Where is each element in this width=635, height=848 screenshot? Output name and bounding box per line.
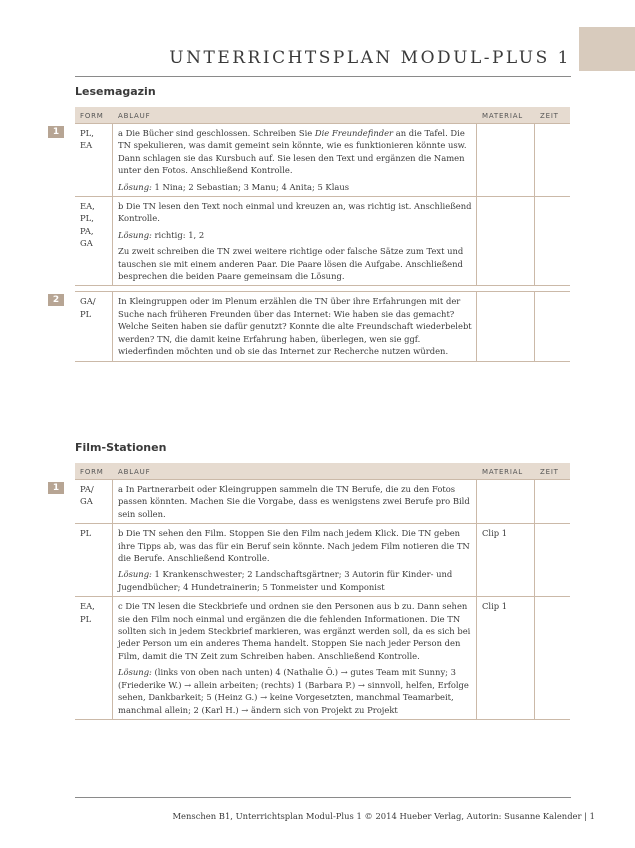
table-row <box>75 524 570 597</box>
col-zeit: ZEIT <box>540 112 559 120</box>
italic-text: Lösung: <box>118 229 152 240</box>
material-cell <box>477 197 535 285</box>
text: b Die TN sehen den Film. Stoppen Sie den Film nach jedem Klick. Die TN geben ihre Tipps ab, was das für ein Beruf sein könnte. Nach jedem Film notieren die TN die Berufe. Anschließend Kontrolle. <box>118 528 470 564</box>
task-number-badge: 2 <box>48 294 64 306</box>
text: a Die Bücher sind geschlossen. Schreiben Sie <box>118 128 315 138</box>
ablauf-paragraph <box>118 200 472 225</box>
form-cell: GA/ PL <box>75 292 113 360</box>
italic-text: Die Freundefinder <box>314 128 394 138</box>
text: (links von oben nach unten) 4 (Nathalie Ö.) → gutes Team mit Sunny; 3 (Friederike W.) → allein arbeiten; (rechts) 1 (Barbara P.) → sinnvoll, helfen, Erfolge sehen, Dankbarkeit; 5 (Heinz G.) → keine Vorgesetzten, manchmal Teamarbeit, manchmal allein; 2 (Karl H.) → ändern sich von Projekt zu Projekt <box>118 667 469 715</box>
corner-tab <box>579 27 635 71</box>
ablauf-paragraph <box>118 666 472 716</box>
ablauf-cell <box>113 524 477 596</box>
section-title-film-stationen: Film-Stationen <box>75 441 167 454</box>
col-material: MATERIAL <box>482 112 523 120</box>
footer-rule <box>75 797 571 798</box>
zeit-cell <box>535 597 570 719</box>
material-cell: Clip 1 <box>477 597 535 719</box>
col-ablauf: ABLAUF <box>118 112 151 120</box>
ablauf-cell <box>113 124 477 196</box>
text: an die Tafel. Die TN spekulieren, was damit gemeint sein könnte, wie es funktionieren könnte usw. Dann schlagen sie das Kursbuch auf. Sie lesen den Text und ergänzen die Namen unter den Fotos. Anschließend Kontrolle. <box>118 128 467 176</box>
ablauf-paragraph <box>118 527 472 564</box>
header-rule <box>75 76 571 77</box>
zeit-cell <box>535 524 570 596</box>
form-cell: PL <box>75 524 113 596</box>
text: In Kleingruppen oder im Plenum erzählen die TN über ihre Erfahrungen mit der Suche nach früheren Freunden über das Internet: Wie haben sie das gemacht? Welche Seiten haben sie dafür genutzt? Konnte die alte Freundschaft wiederbelebt werden? TN, die damit keine Erfahrung haben, überlegen, wen sie ggf. wiederfinden möchten und ob sie das Internet zur Recherche nutzen würden. <box>118 296 472 357</box>
table-film-stationen <box>52 463 570 720</box>
text: c Die TN lesen die Steckbriefe und ordnen sie den Personen aus b zu. Dann sehen sie den Film noch einmal und ergänzen die die fehlenden Informationen. Die TN sollten sich in jedem Steckbrief markieren, was ergänzt werden soll, da es sich bei jeder Person um ein anderes Thema handelt. Stoppen Sie nach jeder Person den Film, damit die TN Zeit zum Schreiben haben. Anschließend Kontrolle. <box>118 601 471 661</box>
italic-text: Lösung: <box>118 569 152 580</box>
form-cell: EA, PL, PA, GA <box>75 197 113 285</box>
form-cell: PL, EA <box>75 124 113 196</box>
ablauf-paragraph <box>118 568 472 593</box>
text: 1 Nina; 2 Sebastian; 3 Manu; 4 Anita; 5 Klaus <box>151 181 350 192</box>
material-cell <box>477 124 535 196</box>
material-cell <box>477 480 535 523</box>
zeit-cell <box>535 292 570 360</box>
italic-text: Lösung: <box>118 181 152 192</box>
col-ablauf: ABLAUF <box>118 468 151 476</box>
ablauf-paragraph <box>118 295 472 357</box>
material-cell <box>477 292 535 360</box>
page-footer: Menschen B1, Unterrichtsplan Modul-Plus 1 © 2014 Hueber Verlag, Autorin: Susanne Kalender | 1 <box>172 811 595 821</box>
text: 1 Krankenschwester; 2 Landschaftsgärtner; 3 Autorin für Kinder- und Jugendbücher; 4 Hundetrainerin; 5 Tonmeister und Komponist <box>118 569 453 592</box>
ablauf-paragraph <box>118 483 472 520</box>
table-lesemagazin <box>52 107 570 362</box>
ablauf-cell <box>113 197 477 285</box>
text: Zu zweit schreiben die TN zwei weitere richtige oder falsche Sätze zum Text und tauschen sie mit einem anderen Paar. Die Paare lösen die Aufgabe. Anschließend besprechen die beiden Paare gemeinsam die Lösung. <box>118 246 464 282</box>
table-row <box>75 197 570 286</box>
material-cell: Clip 1 <box>477 524 535 596</box>
table-header <box>75 107 570 124</box>
col-material: MATERIAL <box>482 468 523 476</box>
text: b Die TN lesen den Text noch einmal und kreuzen an, was richtig ist. Anschließend Kontrolle. <box>118 201 472 224</box>
ablauf-paragraph <box>118 127 472 177</box>
table-header <box>75 463 570 480</box>
ablauf-cell <box>113 480 477 523</box>
form-cell: EA, PL <box>75 597 113 719</box>
italic-text: Lösung: <box>118 667 152 678</box>
zeit-cell <box>535 197 570 285</box>
text: richtig: 1, 2 <box>151 229 205 240</box>
table-row <box>52 291 570 361</box>
col-form: FORM <box>80 112 104 120</box>
ablauf-paragraph <box>118 229 472 241</box>
ablauf-paragraph <box>118 181 472 193</box>
col-form: FORM <box>80 468 104 476</box>
table-row <box>52 124 570 197</box>
col-zeit: ZEIT <box>540 468 559 476</box>
zeit-cell <box>535 124 570 196</box>
page-title: UNTERRICHTSPLAN MODUL-PLUS 1 <box>169 48 571 68</box>
task-number-badge: 1 <box>48 482 64 494</box>
table-row <box>52 480 570 524</box>
ablauf-cell <box>113 292 477 360</box>
section-title-lesemagazin: Lesemagazin <box>75 85 156 98</box>
text: a In Partnerarbeit oder Kleingruppen sammeln die TN Berufe, die zu den Fotos passen könnten. Machen Sie die Vorgabe, dass es wenigstens zwei Berufe pro Bild sein sollen. <box>118 484 470 519</box>
form-cell: PA/ GA <box>75 480 113 523</box>
task-number-badge: 1 <box>48 126 64 138</box>
ablauf-cell <box>113 597 477 719</box>
table-row <box>75 597 570 720</box>
zeit-cell <box>535 480 570 523</box>
ablauf-paragraph <box>118 600 472 662</box>
ablauf-paragraph <box>118 245 472 282</box>
